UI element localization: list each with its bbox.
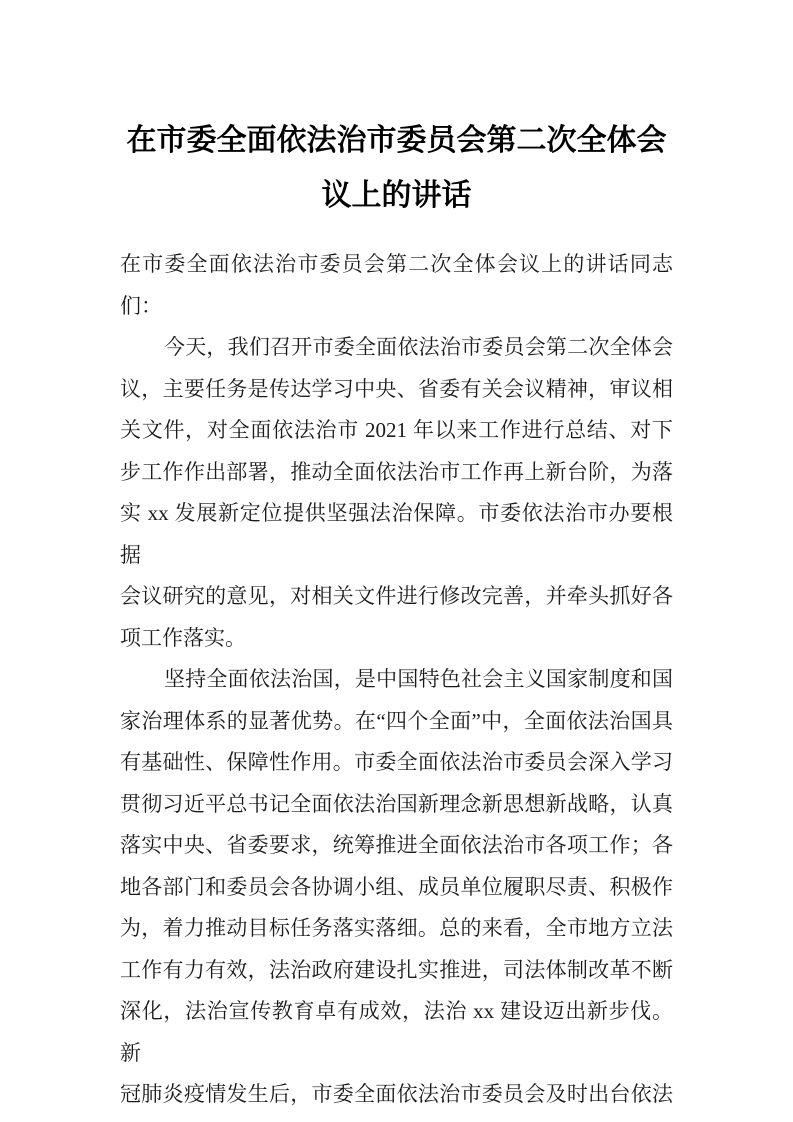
body-line: 项工作落实。 — [120, 625, 246, 650]
body-line: 家治理体系的显著优势。在“四个全面”中，全面依法治国具 — [120, 708, 673, 733]
body-line: 关文件，对全面依法治市 2021 年以来工作进行总结、对下 — [120, 418, 673, 442]
body-line: 坚持全面依法治国，是中国特色社会主义国家制度和国 — [164, 667, 673, 691]
paragraph-salutation — [120, 244, 673, 327]
body-line: 落实中央、省委要求，统筹推进全面依法治市各项工作；各 — [120, 833, 673, 857]
body-line: 在市委全面依法治市委员会第二次全体会议上的讲话同志 — [120, 252, 673, 276]
body-line: 工作有力有效，法治政府建设扎实推进，司法体制改革不断 — [120, 957, 673, 982]
body-line: 会议研究的意见，对相关文件进行修改完善，并牵头抓好各 — [120, 584, 673, 608]
paragraph-law-based-governance — [120, 659, 673, 1116]
body-line: 冠肺炎疫情发生后，市委全面依法治市委员会及时出台依法 — [120, 1082, 673, 1106]
document-title — [120, 113, 673, 223]
body-line: 们： — [120, 293, 162, 318]
title-line: 在市委全面依法治市委员会第二次全体会 — [126, 124, 667, 157]
body-line: 为，着力推动目标任务落实落细。总的来看，全市地方立法 — [120, 916, 673, 940]
body-line: 地各部门和委员会各协调小组、成员单位履职尽责、积极作 — [120, 874, 673, 899]
body-line: 有基础性、保障性作用。市委全面依法治市委员会深入学习 — [120, 750, 673, 774]
body-line: 议，主要任务是传达学习中央、省委有关会议精神，审议相 — [120, 376, 673, 401]
paragraph-meeting-tasks — [120, 327, 673, 659]
document-body — [120, 244, 673, 1116]
body-line: 实 xx 发展新定位提供坚强法治保障。市委依法治市办要根据 — [120, 501, 673, 567]
body-line: 深化，法治宣传教育卓有成效，法治 xx 建设迈出新步伐。新 — [120, 999, 673, 1065]
body-line: 贯彻习近平总书记全面依法治国新理念新思想新战略，认真 — [120, 791, 673, 816]
title-line: 议上的讲话 — [321, 179, 472, 212]
body-line: 步工作作出部署，推动全面依法治市工作再上新台阶，为落 — [120, 459, 673, 484]
body-line: 今天，我们召开市委全面依法治市委员会第二次全体会 — [164, 335, 673, 359]
